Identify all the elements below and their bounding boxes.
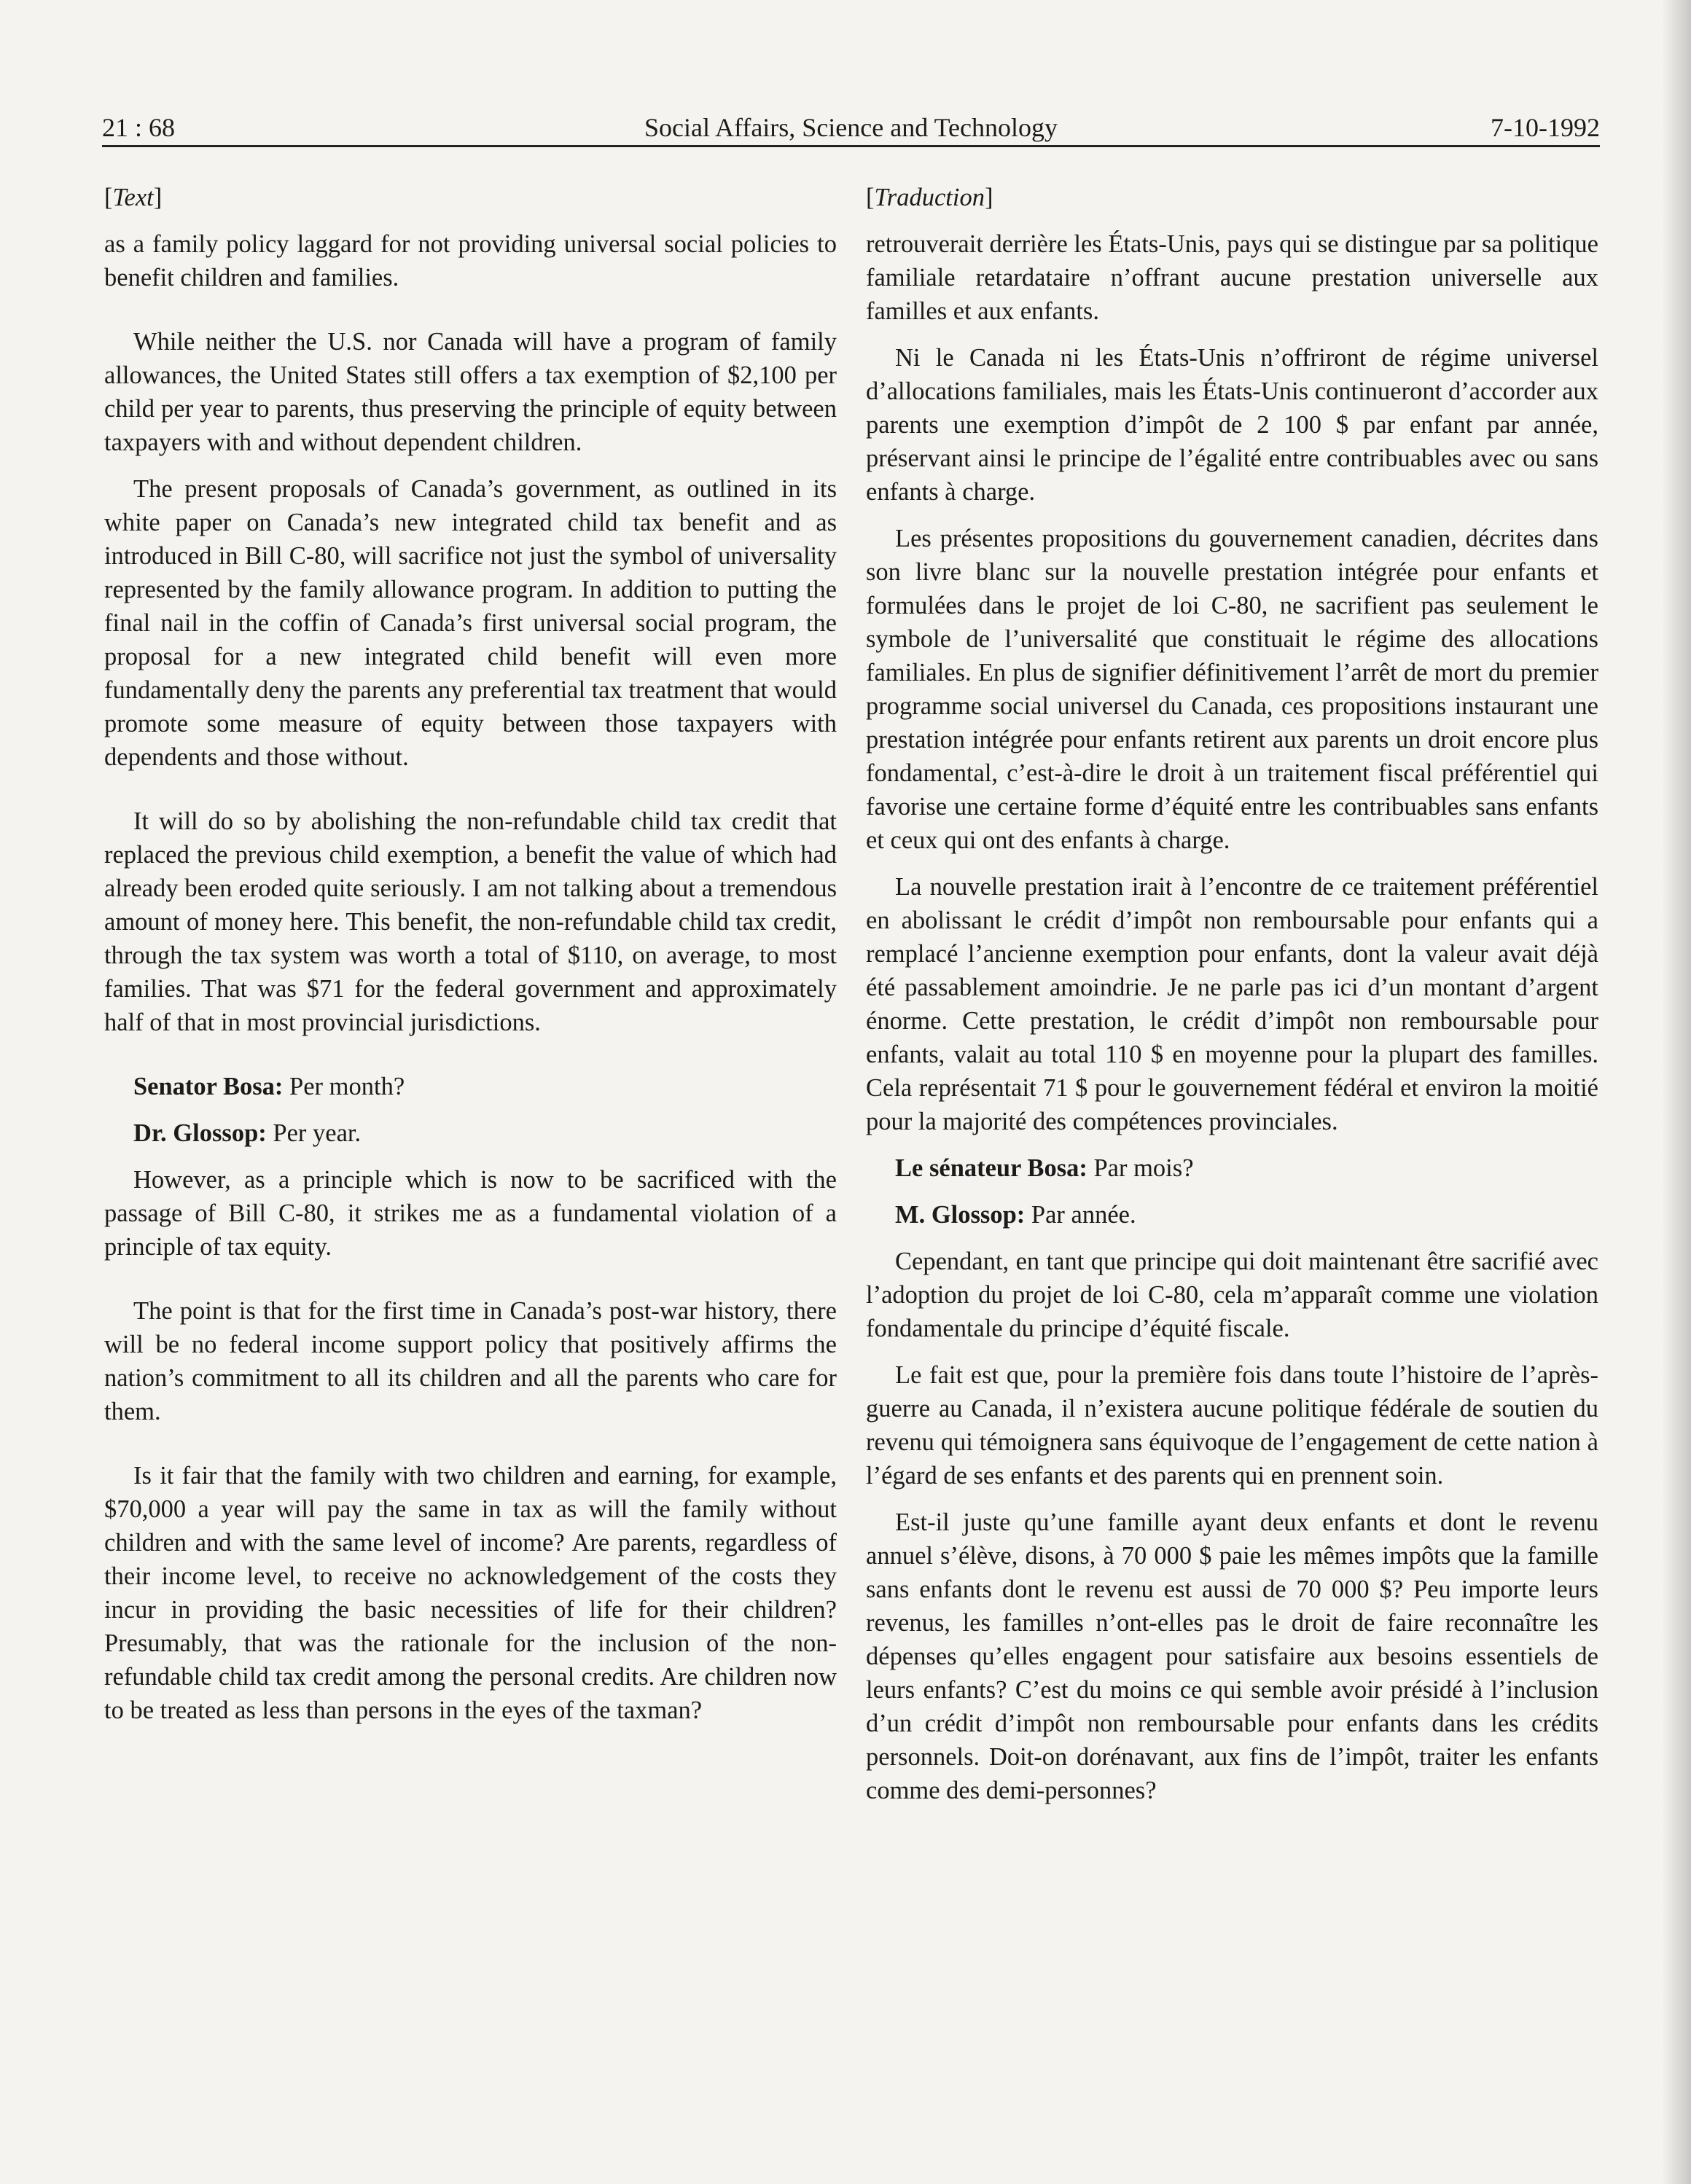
section-tag-label: Text	[112, 184, 154, 211]
speaker-line	[866, 1198, 1598, 1232]
speaker-text: Per year.	[266, 1119, 362, 1147]
speaker-line	[866, 1151, 1598, 1185]
header-rule	[102, 145, 1600, 147]
paragraph: Les présentes propositions du gouvernement canadien, décrites dans son livre blanc sur la nouvelle prestation intégrée pour enfants et formulées dans le projet de loi C-80, ne sacrifient pas seulement le symbole de l’universalité que constituait le régime des allocations familiales. En plus de signifier définitivement l’arrêt de mort du premier programme social universel du Canada, ces propositions instaurant une prestation intégrée pour enfants retirent aux parents un droit encore plus fondamental, c’est-à-dire le droit à un traitement fiscal préférentiel qui favorise une certaine forme d’équité entre les contribuables sans enfants et ceux qui ont des enfants à charge.	[866, 525, 1598, 854]
paragraph: retrouverait derrière les États-Unis, pays qui se distingue par sa politique familiale retardataire n’offrant aucune prestation universelle aux familles et aux enfants.	[866, 230, 1598, 325]
speaker-text: Par mois?	[1087, 1154, 1194, 1182]
section-tag: [Text]	[104, 184, 163, 211]
paragraph: While neither the U.S. nor Canada will have a program of family allowances, the United States still offers a tax exemption of $2,100 per child per year to parents, thus preserving the principle of equity between taxpayers with and without dependent children.	[104, 328, 837, 456]
paragraph: Le fait est que, pour la première fois dans toute l’histoire de l’après-guerre au Canada, il n’existera aucune politique fédérale de soutien du revenu qui témoignera sans équivoque de l’engagement de cette nation à l’égard de ses enfants et des parents qui en prennent soin.	[866, 1361, 1598, 1490]
english-column	[104, 181, 837, 1740]
section-tag: [Traduction]	[866, 184, 993, 211]
speaker-text: Par année.	[1025, 1201, 1136, 1229]
paragraph: Est-il juste qu’une famille ayant deux enfants et dont le revenu annuel s’élève, disons, à 70 000 $ paie les mêmes impôts que la famille sans enfants dont le revenu est aussi de 70 000 $? Peu importe leurs revenus, les familles n’ont-elles pas le droit de faire reconnaître les dépenses qu’elles engagent pour satisfaire aux besoins essentiels de leurs enfants? C’est du moins ce qui semble avoir présidé à l’inclusion d’un crédit d’impôt non remboursable pour enfants dans les crédits personnels. Doit-on dorénavant, aux fins de l’impôt, traiter les enfants comme des demi-personnes?	[866, 1508, 1598, 1804]
speaker-name: Senator Bosa:	[133, 1073, 284, 1100]
paragraph: It will do so by abolishing the non-refundable child tax credit that replaced the previous child exemption, a benefit the value of which had already been eroded quite seriously. I am not talking about a tremendous amount of money here. This benefit, the non-refundable child tax credit, through the tax system was worth a total of $110, on average, to most families. That was $71 for the federal government and approximately half of that in most provincial jurisdictions.	[104, 807, 837, 1036]
speaker-text: Per month?	[283, 1073, 405, 1100]
paragraph: The point is that for the first time in Canada’s post-war history, there will be no federal income support policy that positively affirms the nation’s commitment to all its children and all the parents who care for them.	[104, 1297, 837, 1425]
paragraph: Cependant, en tant que principe qui doit maintenant être sacrifié avec l’adoption du projet de loi C-80, cela m’apparaît comme une violation fondamentale du principe d’équité fiscale.	[866, 1248, 1598, 1342]
paragraph: However, as a principle which is now to be sacrificed with the passage of Bill C-80, it strikes me as a fundamental violation of a principle of tax equity.	[104, 1166, 837, 1261]
paragraph: Ni le Canada ni les États-Unis n’offriront de régime universel d’allocations familiales, mais les États-Unis continueront d’accorder aux parents une exemption d’impôt de 2 100 $ par enfant par année, préservant ainsi le principe de l’égalité entre contribuables avec ou sans enfants à charge.	[866, 344, 1598, 506]
paragraph: The present proposals of Canada’s government, as outlined in its white paper on Canada’s new integrated child tax benefit and as introduced in Bill C-80, will sacrifice not just the symbol of universality represented by the family allowance program. In addition to putting the final nail in the coffin of Canada’s first universal social program, the proposal for a new integrated child benefit will even more fundamentally deny the parents any preferential tax treatment that would promote some measure of equity between those taxpayers with dependents and those without.	[104, 475, 837, 771]
speaker-name: Dr. Glossop:	[133, 1119, 267, 1147]
speaker-line	[104, 1070, 837, 1103]
speaker-name: M. Glossop:	[895, 1201, 1026, 1229]
paragraph: as a family policy laggard for not providing universal social policies to benefit children and families.	[104, 230, 837, 291]
french-column	[866, 181, 1598, 1820]
page-edge-shadow	[1662, 0, 1691, 2184]
page-header	[102, 109, 1600, 146]
paragraph: La nouvelle prestation irait à l’encontre de ce traitement préférentiel en abolissant le crédit d’impôt non remboursable pour enfants qui a remplacé l’ancienne exemption pour enfants, dont la valeur avait déjà été passablement amoindrie. Je ne parle pas ici d’un montant d’argent énorme. Cette prestation, le crédit d’impôt non remboursable pour enfants, valait au total 110 $ en moyenne pour la plupart des familles. Cela représentait 71 $ pour le gouvernement fédéral et environ la moitié pour la majorité des compétences provinciales.	[866, 873, 1598, 1135]
speaker-name: Le sénateur Bosa:	[895, 1154, 1087, 1182]
paragraph: Is it fair that the family with two children and earning, for example, $70,000 a year will pay the same in tax as will the family without children and with the same level of income? Are parents, regardless of their income level, to receive no acknowledgement of the costs they incur in providing the basic necessities of life for their children? Presumably, that was the rationale for the inclusion of the non-refundable child tax credit among the personal credits. Are children now to be treated as less than persons in the eyes of the taxman?	[104, 1462, 837, 1724]
section-tag-label: Traduction	[874, 184, 985, 211]
running-title: Social Affairs, Science and Technology	[644, 113, 1058, 142]
page-number: 21 : 68	[102, 113, 176, 142]
speaker-line	[104, 1116, 837, 1150]
header-date: 7-10-1992	[1491, 113, 1600, 142]
